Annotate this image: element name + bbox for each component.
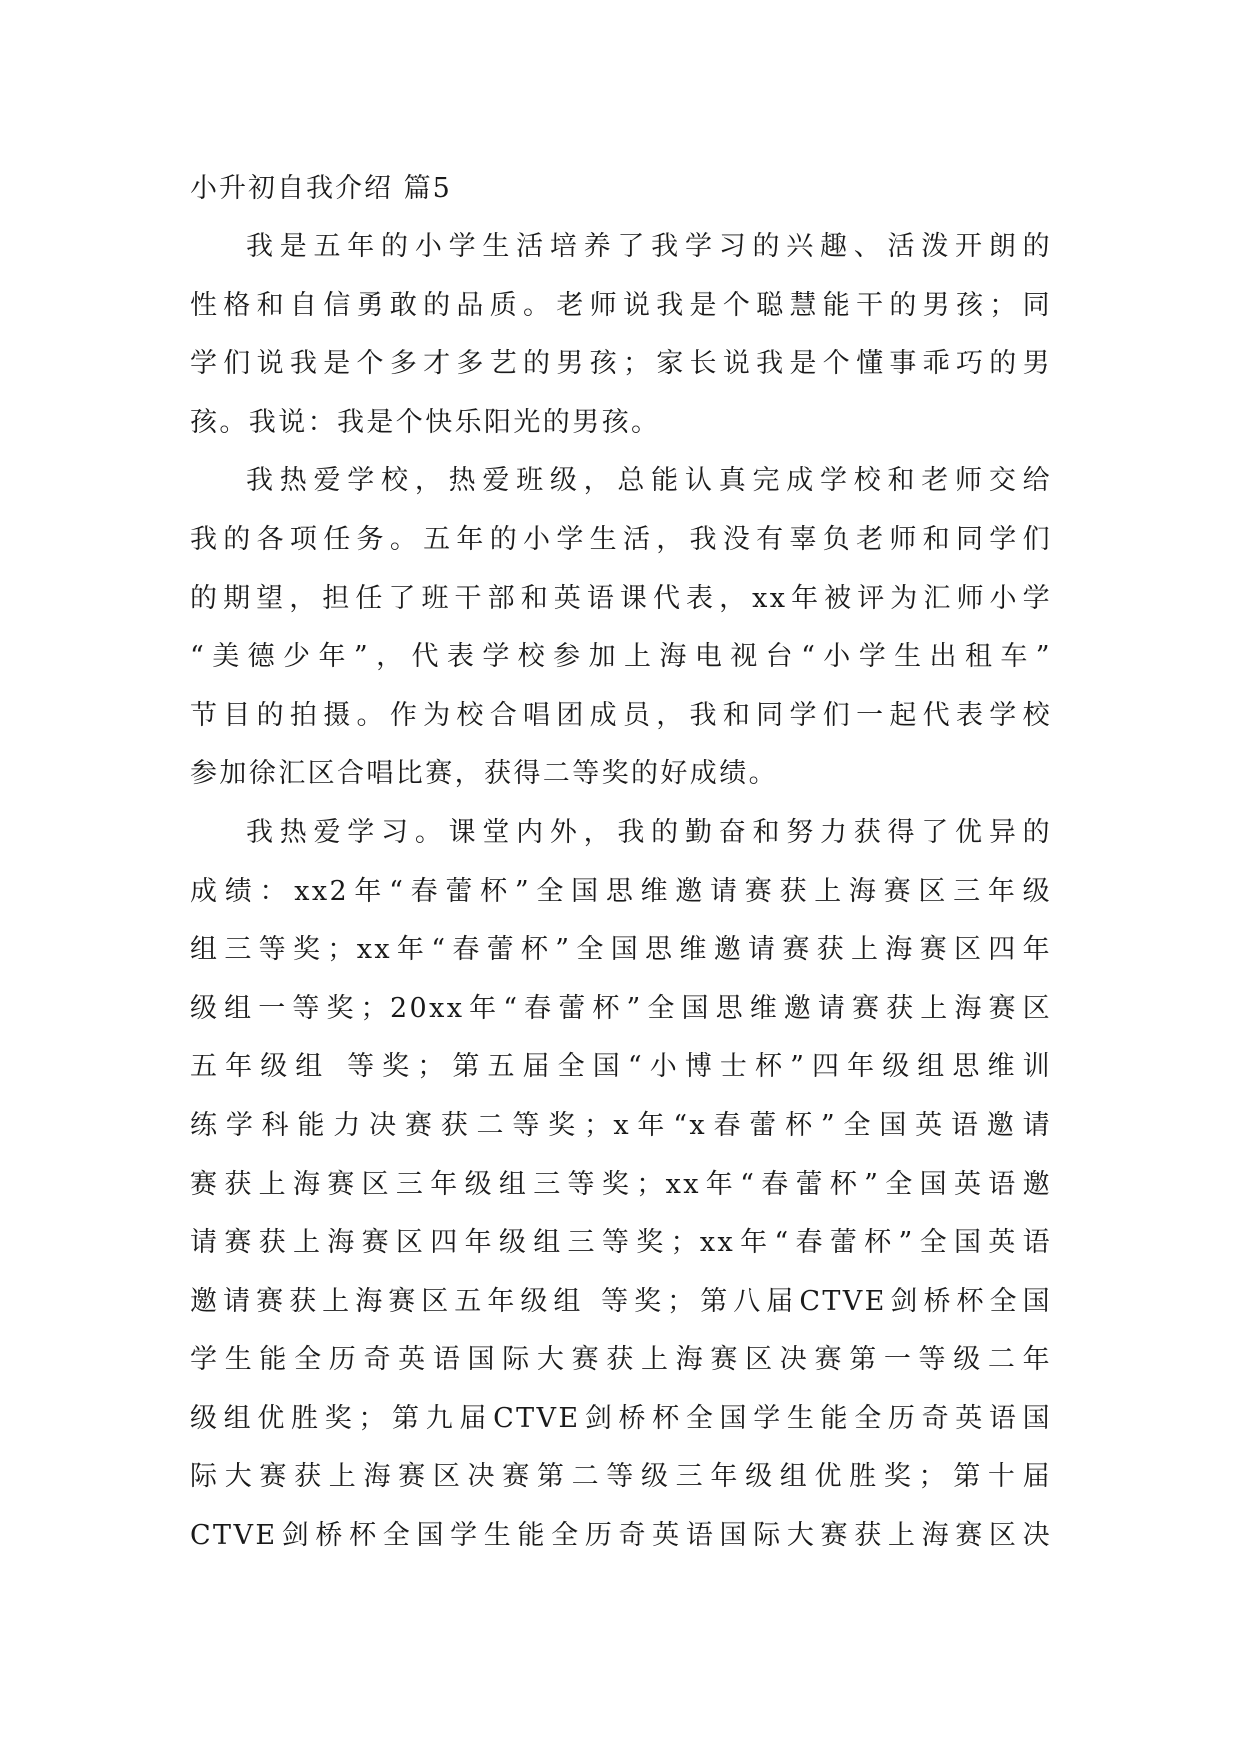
text-line: 我热爱学校，热爱班级，总能认真完成学校和老师交给 bbox=[246, 465, 1052, 497]
text-line: 组三等奖；xx年“春蕾杯”全国思维邀请赛获上海赛区四年 bbox=[190, 934, 1052, 966]
text-line: 请赛获上海赛区四年级组三等奖；xx年“春蕾杯”全国英语 bbox=[190, 1227, 1052, 1259]
text-line: 练学科能力决赛获二等奖；x年“x春蕾杯”全国英语邀请 bbox=[190, 1109, 1052, 1141]
text-line: CTVE剑桥杯全国学生能全历奇英语国际大赛获上海赛区决 bbox=[190, 1520, 1052, 1552]
text-line: 学们说我是个多才多艺的男孩；家长说我是个懂事乖巧的男 bbox=[190, 348, 1052, 380]
document-title: 小升初自我介绍 篇5 bbox=[190, 173, 452, 204]
text-line: 际大赛获上海赛区决赛第二等级三年级组优胜奖；第十届 bbox=[190, 1461, 1052, 1493]
text-line: 成绩：xx2年“春蕾杯”全国思维邀请赛获上海赛区三年级 bbox=[190, 875, 1052, 907]
text-line: 性格和自信勇敢的品质。老师说我是个聪慧能干的男孩；同 bbox=[190, 289, 1052, 321]
text-line: 学生能全历奇英语国际大赛获上海赛区决赛第一等级二年 bbox=[190, 1344, 1052, 1376]
text-line: 我的各项任务。五年的小学生活，我没有辜负老师和同学们 bbox=[190, 523, 1052, 555]
text-line: 参加徐汇区合唱比赛，获得二等奖的好成绩。 bbox=[190, 758, 778, 790]
text-line: 我热爱学习。课堂内外，我的勤奋和努力获得了优异的 bbox=[246, 816, 1052, 848]
document-body bbox=[190, 160, 1052, 1566]
text-line: 节目的拍摄。作为校合唱团成员，我和同学们一起代表学校 bbox=[190, 699, 1052, 731]
paragraph-1 bbox=[190, 218, 1052, 452]
text-line: 邀请赛获上海赛区五年级组 等奖；第八届CTVE剑桥杯全国 bbox=[190, 1285, 1052, 1317]
text-line: 孩。我说：我是个快乐阳光的男孩。 bbox=[190, 406, 661, 438]
text-line: 的期望，担任了班干部和英语课代表，xx年被评为汇师小学 bbox=[190, 582, 1052, 614]
text-line: 级组优胜奖；第九届CTVE剑桥杯全国学生能全历奇英语国 bbox=[190, 1402, 1052, 1434]
paragraph-2 bbox=[190, 452, 1052, 804]
paragraph-3 bbox=[190, 804, 1052, 1566]
text-line: 赛获上海赛区三年级组三等奖；xx年“春蕾杯”全国英语邀 bbox=[190, 1168, 1052, 1200]
text-line: 五年级组 等奖；第五届全国“小博士杯”四年级组思维训 bbox=[190, 1051, 1052, 1083]
text-line: “美德少年”，代表学校参加上海电视台“小学生出租车” bbox=[190, 641, 1052, 673]
text-line: 我是五年的小学生活培养了我学习的兴趣、活泼开朗的 bbox=[246, 231, 1052, 262]
text-line: 级组一等奖；20xx年“春蕾杯”全国思维邀请赛获上海赛区 bbox=[190, 992, 1052, 1024]
